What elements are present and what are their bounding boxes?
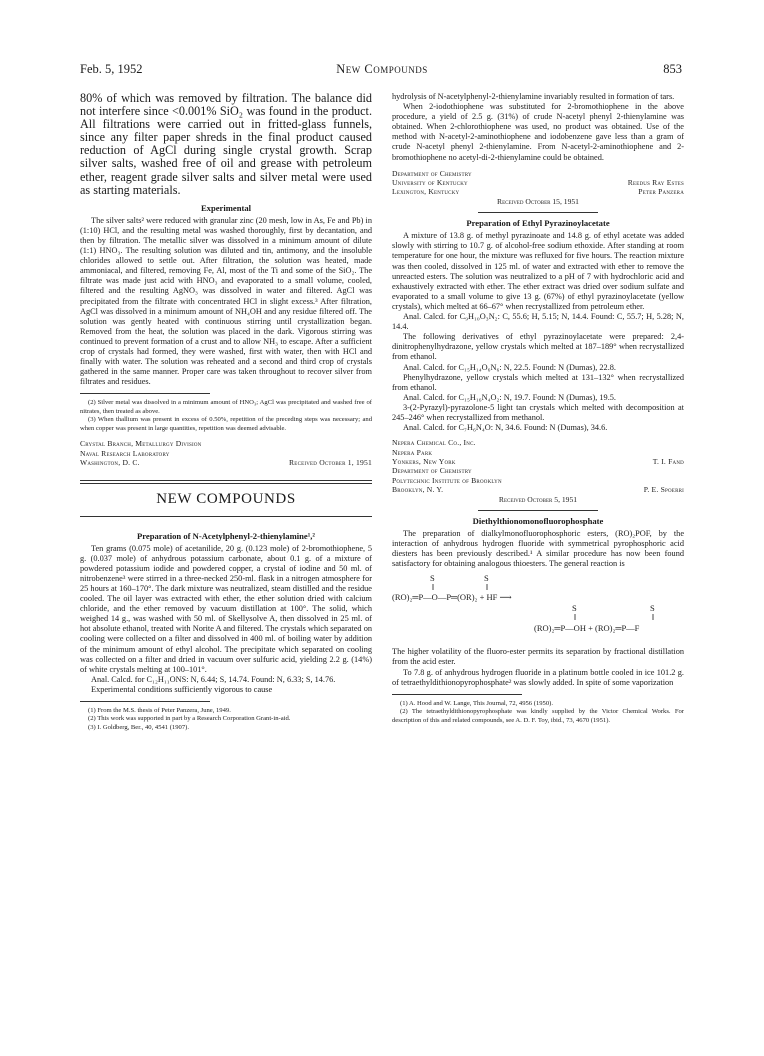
footnote: (1) A. Hood and W. Lange, This Journal, 72, 4956 (1950). xyxy=(400,699,553,707)
equation-bond: ‖ xyxy=(574,612,577,623)
affiliation-line: Department of Chemistry xyxy=(392,466,472,476)
equation-sulfur: S xyxy=(484,573,489,584)
experimental-paragraph: The silver salts² were reduced with granular zinc (20 mesh, low in As, Fe and Pb) in (1:10) HCl, and the resulting metal was washed thoroughly, first by decantation, and then by filtration. The metallic silver was dissolved in a minimum amount of dilute (1:1) HNO₃. The resulting solution was diluted and tin, antimony, and the insoluble chlorides allowed to settle out. After filtration, the solution was heated, made ammoniacal, and filtered, removing Fe, Al, most of the Ti and some of the SiO₂. The filtrate was made just acid with HNO₃ and evaporated to a small volume, cooled, filtered and the resulting AgNO₃ was dissolved in water and filtered. AgCl was precipitated from the filtrate with concentrated HCl in slight excess.³ After filtration, AgCl was dissolved in a minimum amount of NH₄OH and any residue filtered off. The solution was gently heated with continuous stirring until crystallization began. Removed from the heat, the solution was placed in the dark. Vigorous stirring was continued to prevent formation of a crust and to allow NH₃ to escape. After a sufficient crop of crystals had formed, they were washed, first with water, then with HCl and finally with water. The solution was reheated and a second and third crop of crystals gathered in the same manner. Proper care was taken throughout to recover silver from filtrates and residues. xyxy=(80,215,372,387)
footnote-rule xyxy=(392,694,522,695)
affiliation-line: Department of Chemistry xyxy=(392,168,472,178)
affiliation-row xyxy=(392,178,684,187)
received-date: Received October 5, 1951 xyxy=(498,494,578,504)
footnote: (2) Silver metal was dissolved in a minimum amount of HNO₃; AgCl was precipitated and washed free of nitrates, then treated as above. xyxy=(80,399,372,415)
equation-bond: ‖ xyxy=(432,582,435,593)
analysis-line: Anal. Calcd. for C₁₅H₁₄O₆N₆: N, 22.5. Found: N (Dumas), 22.8. xyxy=(403,362,617,372)
footnote: (2) This work was supported in part by a Research Corporation Grant-in-aid. xyxy=(88,715,291,723)
procedure-paragraph: hydrolysis of N-acetylphenyl-2-thienylamine invariably resulted in formation of tars. xyxy=(392,92,675,101)
affiliation-row xyxy=(392,169,684,178)
equation-sulfur: S xyxy=(650,603,655,614)
procedure-paragraph: Phenylhydrazone, yellow crystals which melted at 131–132° when recrystallized from ethanol. xyxy=(392,372,684,392)
reaction-equation xyxy=(392,573,684,643)
analysis-line: Anal. Calcd. for C₉H₁₀O₃N₂: C, 55.6; H, 5.15; N, 14.4. Found: C, 55.7; H, 5.28; N, 14.4. xyxy=(392,312,684,332)
procedure-paragraph: The higher volatility of the fluoro-ester permits its separation by fractional distillation from the acid ester. xyxy=(392,647,684,667)
affiliation-line: Polytechnic Institute of Brooklyn xyxy=(392,475,502,485)
experimental-heading: Experimental xyxy=(200,202,252,213)
equation-products: (RO)₂═P—OH + (RO)₂═P—F xyxy=(534,623,640,634)
footnote: (3) I. Goldberg, Ber., 40, 4541 (1907). xyxy=(88,723,189,731)
section-rule xyxy=(478,212,598,213)
section-rule xyxy=(478,510,598,511)
received-date: Received October 15, 1951 xyxy=(497,196,579,206)
section-rule xyxy=(80,480,372,481)
footnote-rule xyxy=(80,393,210,394)
author-name: Reedus Ray Estes xyxy=(627,178,684,188)
footnote-rule xyxy=(80,701,210,702)
procedure-paragraph: The preparation of dialkylmonofluorophosphoric esters, (RO)₂POF, by the interaction of anhydrous hydrogen fluoride with symmetrical pyrophosphoric acid diesters has been previously described.¹ A similar procedure has now been found satisfactory for obtaining analogous thioesters. The general reaction is xyxy=(392,529,684,569)
procedure-paragraph: Ten grams (0.075 mole) of acetanilide, 20 g. (0.123 mole) of 2-bromothiophene, 5 g. (0.037 mole) of anhydrous potassium carbonate, about 0.1 g. of a mixture of powdered potassium iodide and powdered copper, a crystal of iodine and 50 ml. of nitrobenzene³ were stirred in a three-necked 250-ml. flask in a nitrogen atmosphere for 25 hours at 160–170°. The dark mixture was neutralized, steam distilled and the residue cooled. The oil layer was extracted with ether, the ether solution dried with calcium chloride, and the ether removed by vacuum distillation at 100°. The solid, which weighed 14 g., was washed with 50 ml. of Skellysolve A, then dissolved in 25 ml. of hot absolute ethanol, treated with Norite A and filtered. The crystals which separated on cooling were collected on a filter and dissolved in 400 ml. of boiling water by addition of the minimum amount of ethyl alcohol. The precipitate which separated on cooling was collected on a filter and dried in vacuum over sulfuric acid, yielding 2.2 g. (14%) of white crystals melting at 100–101°. xyxy=(80,543,372,674)
procedure-paragraph: To 7.8 g. of anhydrous hydrogen fluoride in a platinum bottle cooled in ice 101.2 g. of tetraethyldithionopyrophosphate² was slowly added. In spite of some vaporization xyxy=(392,667,684,687)
author-name: T. I. Fand xyxy=(652,456,684,466)
affiliation-city: Washington, D. C. xyxy=(80,458,140,468)
new-compounds-title: NEW COMPOUNDS xyxy=(156,490,296,507)
running-date: Feb. 5, 1952 xyxy=(80,62,143,76)
compound-heading: Preparation of Ethyl Pyrazinoylacetate xyxy=(466,218,610,229)
author-name: P. E. Spoerri xyxy=(643,485,684,495)
affiliation-line: Yonkers, New York xyxy=(392,456,456,466)
footnote: (1) From the M.S. thesis of Peter Panzera, June, 1949. xyxy=(88,706,231,714)
section-rule xyxy=(80,483,372,484)
compound-heading: Preparation of N-Acetylphenyl-2-thienylamine¹,² xyxy=(136,530,316,541)
running-section-title: New Compounds xyxy=(336,62,428,76)
affiliation-line: Brooklyn, N. Y. xyxy=(392,485,444,495)
affiliation-line: Nepera Chemical Co., Inc. xyxy=(392,438,476,448)
analysis-line: Anal. Calcd. for C₇H₆N₄O: N, 34.6. Found: N (Dumas), 34.6. xyxy=(403,423,608,433)
procedure-paragraph: 3-(2-Pyrazyl)-pyrazolone-5 light tan crystals which melted with decomposition at 245–246° when recrystallized from methanol. xyxy=(392,402,684,422)
affiliation-row xyxy=(392,457,684,466)
left-column xyxy=(80,92,372,732)
equation-bond: ‖ xyxy=(652,612,655,623)
author-name: Peter Panzera xyxy=(638,187,684,197)
footnote: (2) The tetraethyldithionopyrophosphate was kindly supplied by the Victor Chemical Works. For description of this and related compounds, see A. D. F. Toy, ibid., 73, 4670 (1951). xyxy=(392,708,684,724)
affiliation-line: Crystal Branch, Metallurgy Division xyxy=(80,439,202,449)
intro-paragraph: 80% of which was removed by filtration. The balance did not interfere since <0.001% SiO₂ was found in the product. All filtrations were carried out in fritted-glass funnels, since any filter paper shreds in the final product caused reduction of AgCl during single crystal growth. Scrap silver salts, washed free of oil and grease with petroleum ether, reagent grade silver salts and silver metal were used as starting materials. xyxy=(80,91,372,197)
affiliation-line: Lexington, Kentucky xyxy=(392,187,460,197)
procedure-paragraph: A mixture of 13.8 g. of methyl pyrazinoate and 14.8 g. of ethyl acetate was added slowly with stirring to 10.7 g. of alcohol-free sodium ethoxide. After standing at room temperature for one hour, the mixture was refluxed for five hours. The reaction mixture was then cooled, dissolved in 125 ml. of water and extracted with ether to remove the unreacted esters. The solution was neutralized to a pH of 7 with hydrochloric acid and exhaustively extracted with ether. The ether extract was dried over sodium sulfate and evaporated to a small volume to give 13 g. (67%) of ethyl pyrazinoylacetate (yellow crystals), which melted at 66–67° when recrystallized from petroleum ether. xyxy=(392,231,684,311)
affiliation-line: Naval Research Laboratory xyxy=(80,448,170,458)
compound-heading: Diethylthionomonofluorophosphate xyxy=(472,516,604,526)
page-number: 853 xyxy=(663,62,682,76)
analysis-line: Anal. Calcd. for C₁₂H₁₁ONS: N, 6.44; S, 14.74. Found: N, 6.33; S, 14.76. xyxy=(91,674,336,684)
affiliation-line: Nepera Park xyxy=(392,447,433,457)
procedure-paragraph: When 2-iodothiophene was substituted for 2-bromothiophene in the above procedure, a yield of 2.5 g. (31%) of crude N-acetyl phenyl 2-thienylamine was obtained. When 2-chlorothiophene was used, no product was obtained. Use of the method with N-acetyl-2-aminothiophene and iodobenzene gave less than a gram of crude N-acetyl phenyl 2-thienylamine. From N-acetyl-2-aminothiophene and 2-bromothiophene no acetyl-di-2-thienylamine could be obtained. xyxy=(392,102,684,162)
analysis-line: Anal. Calcd. for C₁₅H₁₆N₄O₂: N, 19.7. Found: N (Dumas), 19.5. xyxy=(403,392,617,402)
equation-bond: ‖ xyxy=(486,582,489,593)
equation-reactants: (RO)₂═P—O—P═(OR)₂ + HF ⟶ xyxy=(392,592,512,603)
procedure-paragraph: Experimental conditions sufficiently vigorous to cause xyxy=(91,684,273,694)
affiliation-line: University of Kentucky xyxy=(392,178,468,188)
affiliation-row xyxy=(392,187,684,196)
section-rule xyxy=(80,516,372,517)
equation-sulfur: S xyxy=(572,603,577,614)
footnote: (3) When thallium was present in excess of 0.50%, repetition of the preceding steps was necessary; and when copper was present in large quantities, repetition was deemed advisable. xyxy=(80,416,372,432)
affiliation-row xyxy=(392,485,684,494)
received-date: Received October 1, 1951 xyxy=(289,458,372,468)
right-column xyxy=(392,92,684,725)
equation-sulfur: S xyxy=(430,573,435,584)
affiliation-row xyxy=(80,458,372,467)
procedure-paragraph: The following derivatives of ethyl pyrazinoylacetate were prepared: 2,4-dinitrophenylhydrazone, yellow crystals which melted at 187–189° when recrystallized from ethanol. xyxy=(392,332,684,362)
